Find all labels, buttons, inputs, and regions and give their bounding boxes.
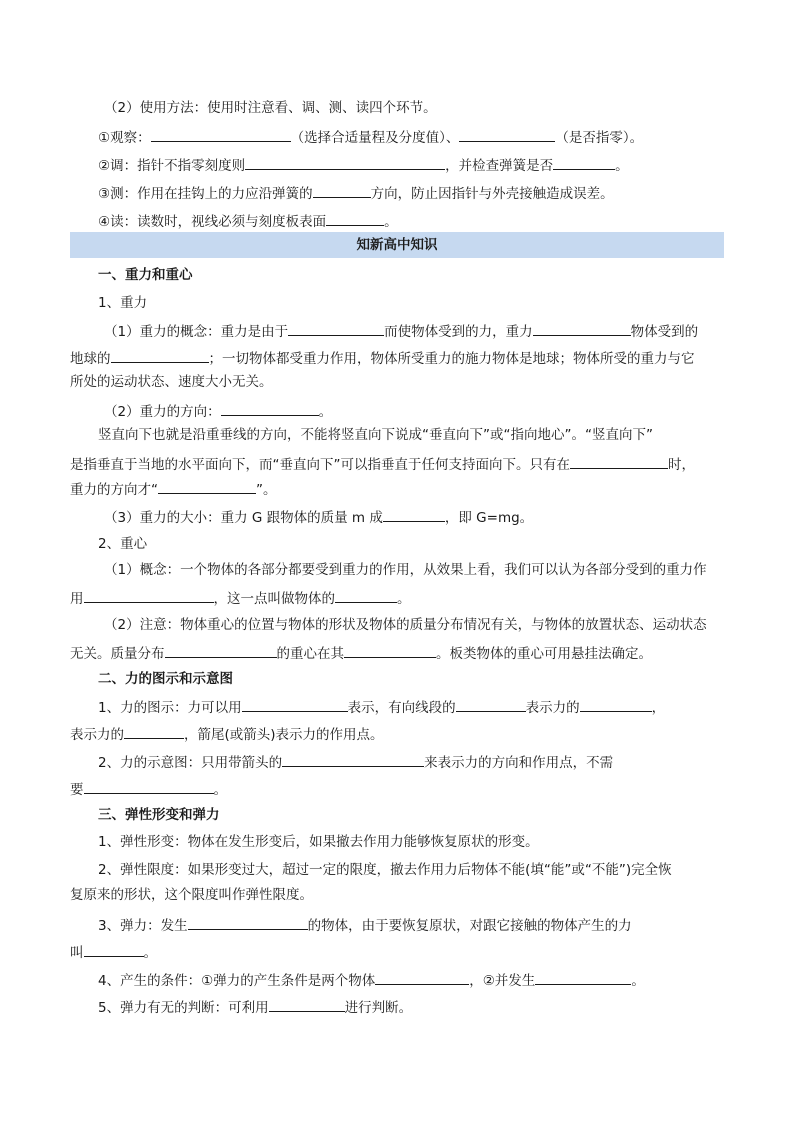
gravity-concept-2 bbox=[70, 348, 695, 368]
text: 。 bbox=[397, 591, 411, 607]
text: 。 bbox=[631, 973, 645, 989]
center-of-gravity-subheading: 2、重心 bbox=[98, 536, 148, 552]
fill-blank[interactable] bbox=[245, 155, 445, 170]
text: 3、弹力：发生 bbox=[98, 918, 188, 934]
fill-blank[interactable] bbox=[165, 643, 277, 658]
text: ④读：读数时，视线必须与刻度板表面 bbox=[98, 214, 327, 230]
gravity-direction-note-2 bbox=[70, 454, 695, 474]
fill-blank[interactable] bbox=[282, 752, 424, 767]
fill-blank[interactable] bbox=[459, 127, 555, 142]
cog-note-1: （2）注意：物体重心的位置与物体的形状及物体的质量分布情况有关，与物体的放置状态、运动状态 bbox=[104, 617, 707, 633]
text: ，②并发生 bbox=[469, 973, 536, 989]
fill-blank[interactable] bbox=[158, 479, 256, 494]
fill-blank[interactable] bbox=[242, 697, 348, 712]
elastic-force-2 bbox=[70, 942, 157, 962]
elastic-conditions bbox=[98, 970, 645, 990]
text: ，并检查弹簧是否 bbox=[445, 158, 554, 174]
usage-observe bbox=[98, 127, 643, 147]
text: ②调：指针不指零刻度则 bbox=[98, 158, 246, 174]
fill-blank[interactable] bbox=[221, 401, 319, 416]
usage-read bbox=[98, 211, 398, 231]
force-graph-2 bbox=[70, 724, 384, 744]
text: 4、产生的条件：①弹力的产生条件是两个物体 bbox=[98, 973, 376, 989]
text: ，即 G=mg。 bbox=[444, 510, 534, 526]
fill-blank[interactable] bbox=[456, 697, 526, 712]
text: 重力的方向才“ bbox=[70, 482, 158, 498]
text: 表示，有向线段的 bbox=[347, 700, 456, 716]
gravity-direction bbox=[104, 401, 332, 421]
elastic-heading: 三、弹性形变和弹力 bbox=[98, 807, 220, 823]
fill-blank[interactable] bbox=[383, 507, 445, 522]
fill-blank[interactable] bbox=[269, 997, 345, 1012]
text: （选择合适量程及分度值）、 bbox=[290, 130, 460, 146]
text: ，箭尾(或箭头)表示力的作用点。 bbox=[184, 727, 384, 743]
fill-blank[interactable] bbox=[111, 348, 209, 363]
fill-blank[interactable] bbox=[84, 588, 214, 603]
text: ，这一点叫做物体的 bbox=[213, 591, 335, 607]
fill-blank[interactable] bbox=[124, 724, 184, 739]
fill-blank[interactable] bbox=[84, 779, 214, 794]
fill-blank[interactable] bbox=[288, 321, 384, 336]
fill-blank[interactable] bbox=[151, 127, 291, 142]
cog-concept-1: （1）概念：一个物体的各部分都要受到重力的作用，从效果上看，我们可以认为各部分受到的重力作 bbox=[104, 562, 707, 578]
fill-blank[interactable] bbox=[188, 915, 308, 930]
text: 2、力的示意图：只用带箭头的 bbox=[98, 755, 283, 771]
elastic-deformation: 1、弹性形变：物体在发生形变后，如果撤去作用力能够恢复原状的形变。 bbox=[98, 834, 539, 850]
fill-blank[interactable] bbox=[375, 970, 469, 985]
text: 叫 bbox=[70, 945, 84, 961]
text: 时， bbox=[668, 457, 695, 473]
text: 。 bbox=[143, 945, 157, 961]
text: 表示力的 bbox=[525, 700, 580, 716]
text: 是指垂直于当地的水平面向下，而“垂直向下”可以指垂直于任何支持面向下。只有在 bbox=[70, 457, 570, 473]
text: ③测：作用在挂钩上的力应沿弹簧的 bbox=[98, 186, 313, 202]
fill-blank[interactable] bbox=[580, 697, 652, 712]
text: 。 bbox=[384, 214, 398, 230]
force-graph-1 bbox=[98, 697, 665, 717]
fill-blank[interactable] bbox=[344, 643, 436, 658]
force-schematic-2 bbox=[70, 779, 227, 799]
elastic-limit-1: 2、弹性限度：如果形变过大，超过一定的限度，撤去作用力后物体不能(填“能”或“不能”)完全恢 bbox=[98, 862, 672, 878]
usage-line-1: （2）使用方法：使用时注意看、调、测、读四个环节。 bbox=[104, 100, 437, 116]
text: 。 bbox=[318, 404, 333, 420]
fill-blank[interactable] bbox=[84, 942, 144, 957]
text: ”。 bbox=[256, 482, 277, 498]
text: 。 bbox=[615, 158, 629, 174]
gravity-magnitude bbox=[104, 507, 533, 527]
fill-blank[interactable] bbox=[313, 183, 371, 198]
usage-heading bbox=[104, 99, 437, 117]
elastic-judgement bbox=[98, 997, 412, 1017]
text: 进行判断。 bbox=[344, 1000, 413, 1016]
gravity-concept-1 bbox=[104, 321, 698, 341]
fill-blank[interactable] bbox=[335, 588, 397, 603]
fill-blank[interactable] bbox=[553, 155, 615, 170]
text: 来表示力的方向和作用点，不需 bbox=[424, 755, 614, 771]
text: 。板类物体的重心可用悬挂法确定。 bbox=[436, 646, 652, 662]
elastic-limit-2: 复原来的形状，这个限度叫作弹性限度。 bbox=[70, 887, 313, 903]
text: （1）重力的概念：重力是由于 bbox=[104, 324, 289, 340]
elastic-force-1 bbox=[98, 915, 632, 935]
gravity-direction-note-1: 竖直向下也就是沿重垂线的方向，不能将竖直向下说成“垂直向下”或“指向地心”。“竖直向下” bbox=[98, 427, 653, 443]
fill-blank[interactable] bbox=[326, 211, 384, 226]
text: 表示力的 bbox=[70, 727, 124, 743]
text: （3）重力的大小：重力 G 跟物体的质量 m 成 bbox=[104, 510, 383, 526]
fill-blank[interactable] bbox=[570, 454, 668, 469]
section-banner: 知新高中知识 bbox=[70, 232, 724, 258]
text: 物体受到的 bbox=[630, 324, 699, 340]
text: （是否指零）。 bbox=[555, 130, 644, 146]
gravity-subheading: 1、重力 bbox=[98, 295, 148, 311]
gravity-direction-note-3 bbox=[70, 479, 277, 499]
text: 而使物体受到的力，重力 bbox=[384, 324, 533, 340]
text: 的重心在其 bbox=[276, 646, 344, 662]
text: 无关。质量分布 bbox=[70, 646, 165, 662]
text: 用 bbox=[70, 591, 84, 607]
text: ；一切物体都受重力作用，物体所受重力的施力物体是地球；物体所受的重力与它 bbox=[208, 351, 695, 367]
text: 的物体，由于要恢复原状，对跟它接触的物体产生的力 bbox=[307, 918, 632, 934]
text: 5、弹力有无的判断：可利用 bbox=[98, 1000, 269, 1016]
text: 。 bbox=[213, 782, 227, 798]
force-heading: 二、力的图示和示意图 bbox=[98, 671, 233, 687]
cog-note-2 bbox=[70, 643, 652, 663]
text: 方向，防止因指针与外壳接触造成误差。 bbox=[370, 186, 614, 202]
gravity-concept-3: 所处的运动状态、速度大小无关。 bbox=[70, 374, 273, 390]
text: ， bbox=[651, 700, 666, 716]
force-schematic-1 bbox=[98, 752, 613, 772]
text: （2）重力的方向： bbox=[104, 404, 221, 420]
cog-concept-2 bbox=[70, 588, 411, 608]
fill-blank[interactable] bbox=[533, 321, 631, 336]
text: 要 bbox=[70, 782, 84, 798]
text: ①观察： bbox=[98, 130, 151, 146]
text: 1、力的图示：力可以用 bbox=[98, 700, 242, 716]
text: 地球的 bbox=[70, 351, 111, 367]
usage-measure bbox=[98, 183, 614, 203]
fill-blank[interactable] bbox=[535, 970, 631, 985]
usage-adjust bbox=[98, 155, 629, 175]
gravity-heading: 一、重力和重心 bbox=[98, 267, 193, 283]
